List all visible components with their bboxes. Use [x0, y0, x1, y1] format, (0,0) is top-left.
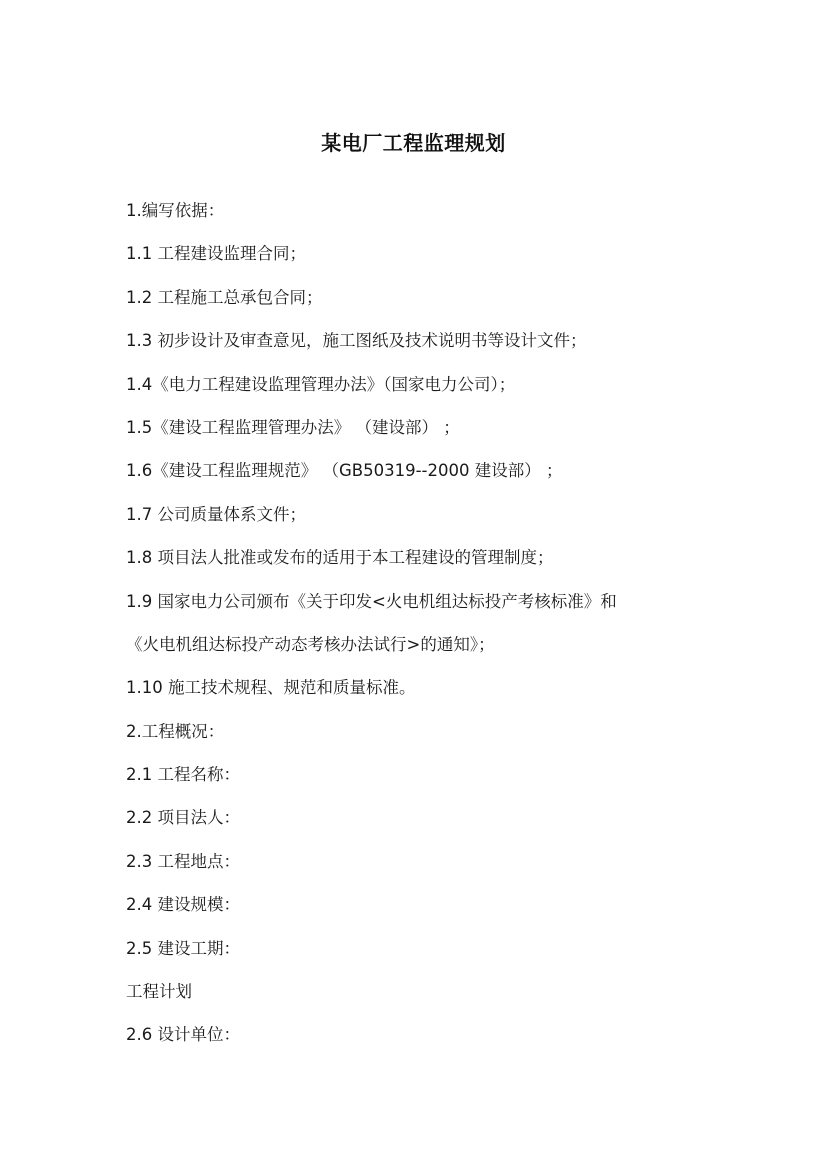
page-title: 某电厂工程监理规划 — [321, 131, 506, 155]
body-line: 2.5 建设工期： — [126, 938, 240, 958]
body-line: 1.2 工程施工总承包合同； — [126, 287, 323, 307]
body-line: 1.7 公司质量体系文件； — [126, 504, 306, 524]
body-line: 2.6 设计单位： — [126, 1025, 240, 1045]
document-body — [126, 196, 726, 1064]
body-line: 1.5《建设工程监理管理办法》 （建设部） ； — [126, 417, 460, 437]
body-line: 1.3 初步设计及审查意见，施工图纸及技术说明书等设计文件； — [126, 331, 587, 351]
body-line: 2.4 建设规模： — [126, 895, 240, 915]
body-line: 2.2 项目法人： — [126, 808, 240, 828]
body-line: 2.3 工程地点： — [126, 851, 240, 871]
body-line: 2.1 工程名称： — [126, 765, 240, 785]
body-line: 1.编写依据： — [126, 201, 225, 220]
body-line: 1.6《建设工程监理规范》 （GB50319--2000 建设部） ； — [126, 461, 563, 481]
body-line: 1.9 国家电力公司颁布《关于印发<火电机组达标投产考核标准》和 — [126, 591, 617, 611]
body-line: 工程计划 — [126, 982, 192, 1002]
body-line: 《火电机组达标投产动态考核办法试行>的通知》； — [126, 634, 495, 654]
body-line: 1.4《电力工程建设监理管理办法》（国家电力公司）； — [126, 374, 516, 394]
body-line: 2.工程概况： — [126, 721, 225, 741]
body-line: 1.1 工程建设监理合同； — [126, 244, 306, 264]
body-line: 1.10 施工技术规程、规范和质量标准。 — [126, 678, 416, 698]
body-line: 1.8 项目法人批准或发布的适用于本工程建设的管理制度； — [126, 548, 554, 568]
